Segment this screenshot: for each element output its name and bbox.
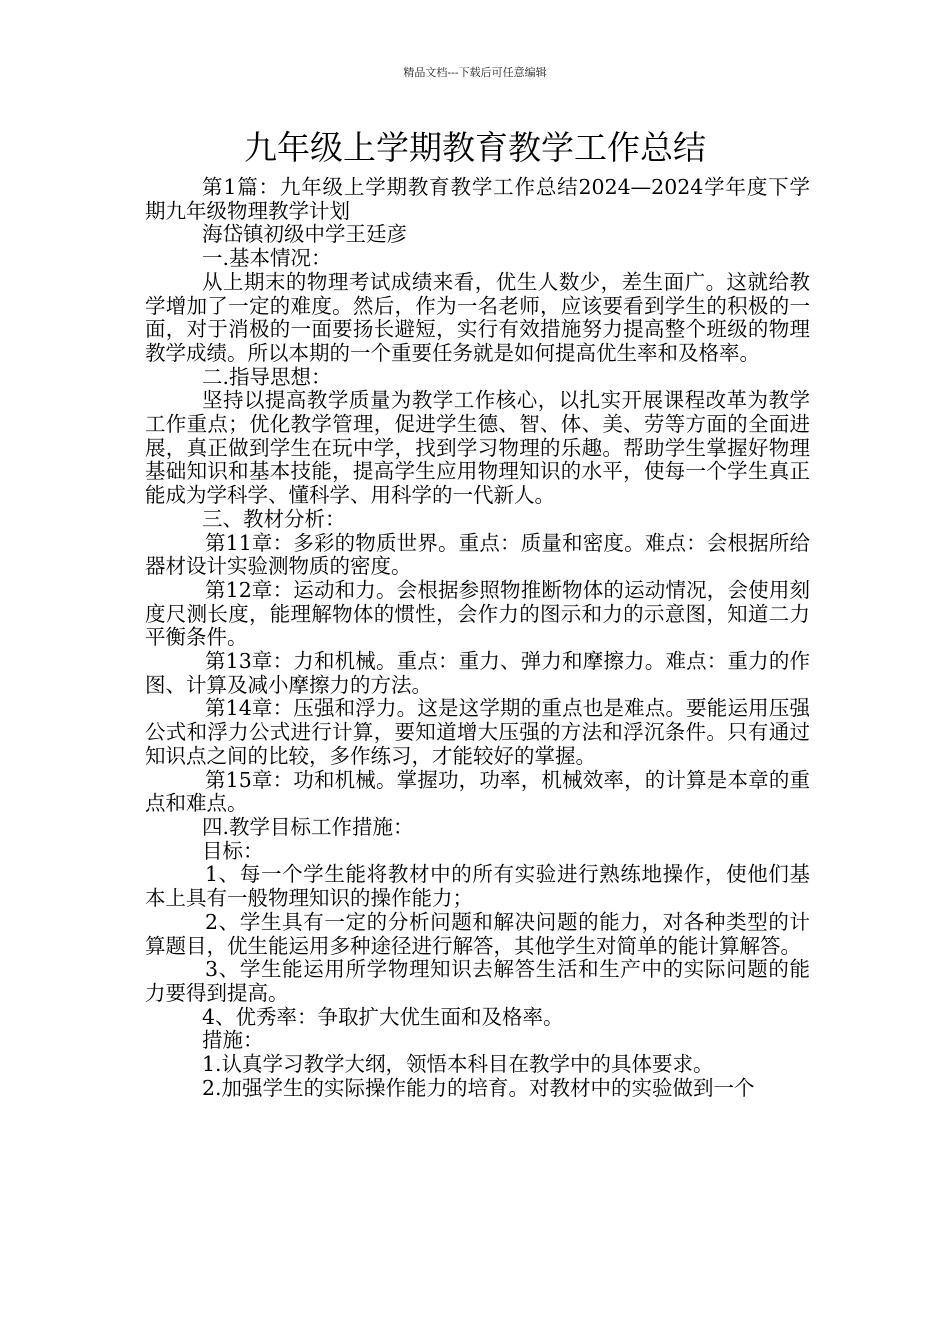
paragraph-chapter-12: 第12章：运动和力。会根据参照物推断物体的运动情况，会使用刻度尺测长度，能理解物体的惯性，会作力的图示和力的示意图，知道二力平衡条件。 [145,577,810,650]
paragraph-goal-3: 3、学生能运用所学物理知识去解答生活和生产中的实际问题的能力要得到提高。 [145,957,810,1005]
paragraph-goal-2: 2、学生具有一定的分析问题和解决问题的能力，对各种类型的计算题目，优生能运用多种途径进行解答，其他学生对简单的能计算解答。 [145,909,810,958]
section-heading-basic-situation: 一.基本情况： [202,246,332,271]
paragraph-author: 海岱镇初级中学王廷彦 [202,222,407,247]
paragraph-goal-4: 4、优秀率：争取扩大优生面和及格率。 [202,1004,564,1029]
paragraph-chapter-15: 第15章：功和机械。掌握功，功率，机械效率，的计算是本章的重点和难点。 [145,767,810,816]
paragraph-chapter-13: 第13章：力和机械。重点：重力、弹力和摩擦力。难点：重力的作图、计算及减小摩擦力的方法。 [145,649,810,697]
section-heading-textbook-analysis: 三、教材分析： [202,506,346,531]
section-heading-goals-measures: 四.教学目标工作措施： [202,814,414,839]
document-body [145,176,810,1100]
subheading-goals: 目标： [202,838,264,863]
subheading-measures: 措施： [202,1028,264,1053]
paragraph-source-title: 第1篇：九年级上学期教育教学工作总结2024—2024学年度下学期九年级物理教学计划 [145,175,810,223]
paragraph-chapter-11: 第11章：多彩的物质世界。重点：质量和密度。难点：会根据所给器材设计实验测物质的密度。 [145,530,810,579]
paragraph-basic-situation: 从上期末的物理考试成绩来看，优生人数少，差生面广。这就给教学增加了一定的难度。然后，作为一名老师，应该要看到学生的积极的一面，对于消极的一面要扬长避短，实行有效措施努力提高整个班级的物理教学成绩。所以本期的一个重要任务就是如何提高优生率和及格率。 [145,269,810,365]
page-header: 精品文档---下载后可任意编辑 [403,66,547,79]
paragraph-measure-1: 1.认真学习教学大纲，领悟本科目在教学中的具体要求。 [202,1052,714,1077]
paragraph-guiding-idea: 坚持以提高教学质量为教学工作核心，以扎实开展课程改革为教学工作重点；优化教学管理，促进学生德、智、体、美、劳等方面的全面进展，真正做到学生在玩中学，找到学习物理的乐趣。帮助学生掌握好物理基础知识和基本技能，提高学生应用物理知识的水平，使每一个学生真正能成为学科学、懂科学、用科学的一代新人。 [145,388,810,508]
section-heading-guiding-idea: 二.指导思想： [202,364,332,389]
paragraph-goal-1: 1、每一个学生能将教材中的所有实验进行熟练地操作，使他们基本上具有一般物理知识的操作能力； [145,862,810,911]
document-title: 九年级上学期教育教学工作总结 [244,128,706,167]
paragraph-chapter-14: 第14章：压强和浮力。这是这学期的重点也是难点。要能运用压强公式和浮力公式进行计算，要知道增大压强的方法和浮沉条件。只有通过知识点之间的比较，多作练习，才能较好的掌握。 [145,696,810,768]
paragraph-measure-2: 2.加强学生的实际操作能力的培育。对教材中的实验做到一个 [202,1075,755,1100]
